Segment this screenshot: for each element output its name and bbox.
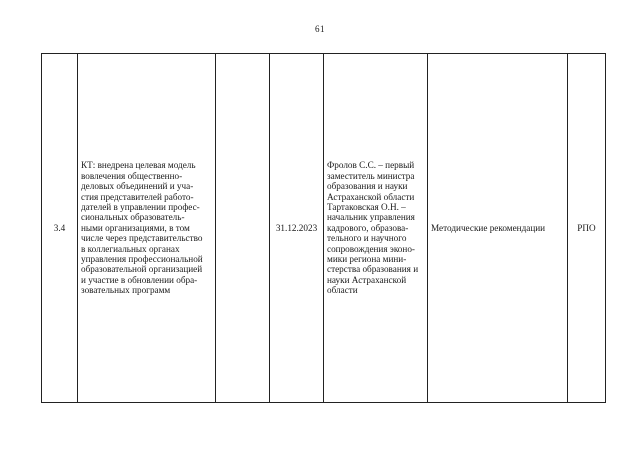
responsible-line: науки Астраханской bbox=[327, 274, 407, 285]
executor-cell: РПО bbox=[568, 54, 606, 403]
description-line: сиональных образователь- bbox=[81, 212, 185, 223]
responsible-line: области bbox=[327, 285, 358, 296]
responsible-line: тельного и научного bbox=[327, 233, 407, 244]
description-line: ными организациями, в том bbox=[81, 222, 190, 233]
description-line: управления профессиональной bbox=[81, 254, 203, 265]
empty-cell bbox=[216, 54, 270, 403]
description-line: в коллегиальных органах bbox=[81, 243, 180, 254]
responsible-cell bbox=[324, 54, 428, 403]
description-line: стия представителей работо- bbox=[81, 191, 194, 202]
description-line: зовательных программ bbox=[81, 285, 171, 296]
table-row bbox=[42, 54, 606, 403]
responsible-line: Тартаковская О.Н. – bbox=[327, 201, 406, 212]
description-line: числе через представительство bbox=[81, 233, 203, 244]
description-cell bbox=[78, 54, 216, 403]
page-number: 61 bbox=[315, 24, 325, 34]
description-line: КТ: внедрена целевая модель bbox=[81, 160, 196, 171]
deadline-cell: 31.12.2023 bbox=[270, 54, 324, 403]
description-line: деловых объединений и уча- bbox=[81, 181, 194, 192]
plan-table bbox=[41, 53, 606, 403]
responsible-line: сопровождения эконо- bbox=[327, 243, 415, 254]
responsible-line: стерства образования и bbox=[327, 264, 419, 275]
responsible-line: кадрового, образова- bbox=[327, 222, 409, 233]
description-line: дателей в управлении профес- bbox=[81, 201, 200, 212]
row-number-cell: 3.4 bbox=[42, 54, 78, 403]
responsible-line: мики региона мини- bbox=[327, 254, 407, 265]
responsible-line: заместитель министра bbox=[327, 170, 415, 181]
result-cell: Методические рекомендации bbox=[428, 54, 568, 403]
description-line: вовлечения общественно- bbox=[81, 170, 183, 181]
responsible-line: Астраханской области bbox=[327, 191, 415, 202]
responsible-line: Фролов С.С. – первый bbox=[327, 160, 415, 171]
description-line: образовательной организацией bbox=[81, 264, 203, 275]
responsible-line: начальник управления bbox=[327, 212, 415, 223]
responsible-line: образования и науки bbox=[327, 181, 408, 192]
description-line: и участие в обновлении обра- bbox=[81, 274, 198, 285]
